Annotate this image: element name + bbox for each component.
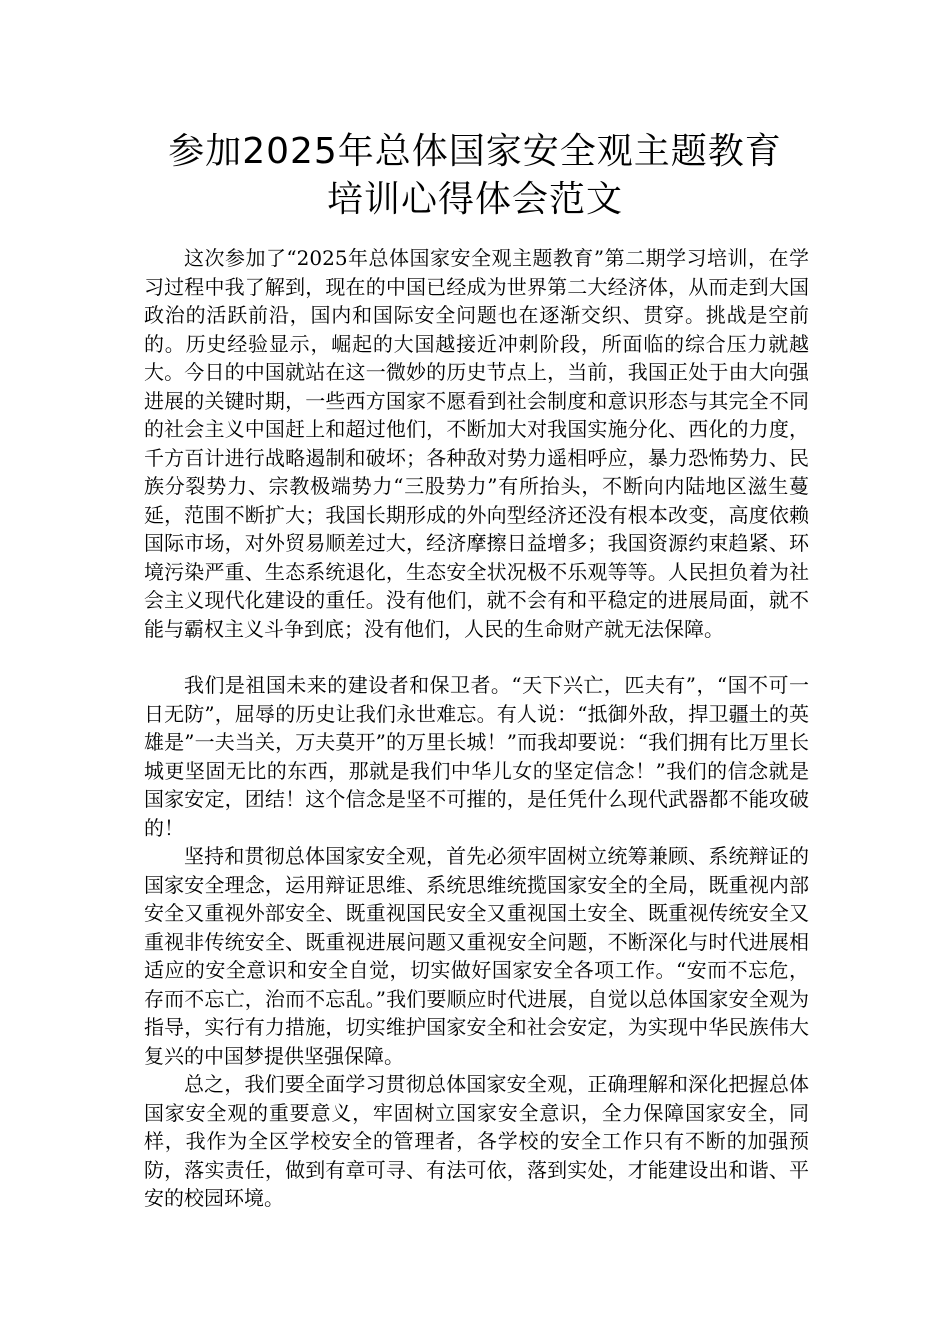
paragraph-3: 坚持和贯彻总体国家安全观，首先必须牢固树立统筹兼顾、系统辩证的国家安全理念，运用辩证思维、系统思维统揽国家安全的全局，既重视内部安全又重视外部安全、既重视国民安全又重视国土安全、既重视传统安全又重视非传统安全、既重视进展问题又重视安全问题，不断深化与时代进展相适应的安全意识和安全自觉，切实做好国家安全各项工作。“安而不忘危，存而不忘亡，治而不忘乱。”我们要顺应时代进展，自觉以总体国家安全观为指导，实行有力措施，切实维护国家安全和社会安定，为实现中华民族伟大复兴的中国梦提供坚强保障。: [144, 844, 809, 1068]
paragraph-1: 这次参加了“2025年总体国家安全观主题教育”第二期学习培训，在学习过程中我了解到，现在的中国已经成为世界第二大经济体，从而走到大国政治的活跃前沿，国内和国际安全问题也在逐渐交织、贯穿。挑战是空前的。历史经验显示，崛起的大国越接近冲刺阶段，所面临的综合压力就越大。今日的中国就站在这一微妙的历史节点上，当前，我国正处于由大向强进展的关键时期，一些西方国家不愿看到社会制度和意识形态与其完全不同的社会主义中国赶上和超过他们，不断加大对我国实施分化、西化的力度，千方百计进行战略遏制和破坏；各种敌对势力遥相呼应，暴力恐怖势力、民族分裂势力、宗教极端势力“三股势力”有所抬头，不断向内陆地区滋生蔓延，范围不断扩大；我国长期形成的外向型经济还没有根本改变，高度依赖国际市场，对外贸易顺差过大，经济摩擦日益增多；我国资源约束趋紧、环境污染严重、生态系统退化，生态安全状况极不乐观等等。人民担负着为社会主义现代化建设的重任。没有他们，就不会有和平稳定的进展局面，就不能与霸权主义斗争到底；没有他们，人民的生命财产就无法保障。: [144, 246, 809, 641]
document-title-line-1: 参加2025年总体国家安全观主题教育: [168, 131, 782, 172]
document-title-line-2: 培训心得体会范文: [326, 179, 623, 220]
document-body: [144, 244, 809, 1213]
paragraph-2: 我们是祖国未来的建设者和保卫者。“天下兴亡，匹夫有”，“国不可一日无防”，屈辱的历史让我们永世难忘。有人说：“抵御外敌，捍卫疆土的英雄是”一夫当关，万夫莫开”的万里长城！”而我却要说：“我们拥有比万里长城更坚固无比的东西，那就是我们中华儿女的坚定信念！”我们的信念就是国家安定，团结！这个信念是坚不可摧的，是任凭什么现代武器都不能攻破的！: [144, 673, 809, 840]
paragraph-4: 总之，我们要全面学习贯彻总体国家安全观，正确理解和深化把握总体国家安全观的重要意义，牢固树立国家安全意识，全力保障国家安全，同样，我作为全区学校安全的管理者，各学校的安全工作只有不断的加强预防，落实责任，做到有章可寻、有法可依，落到实处，才能建设出和谐、平安的校园环境。: [144, 1072, 809, 1210]
